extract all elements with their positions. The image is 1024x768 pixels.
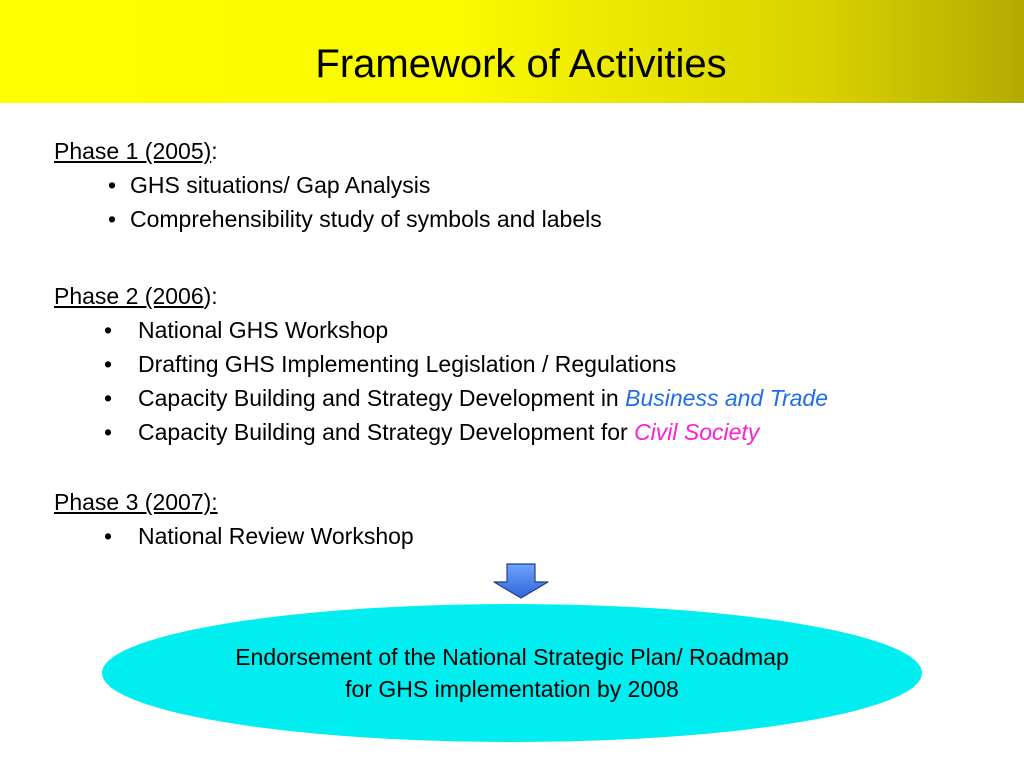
bullet-dot: • [108, 172, 117, 198]
bullet-text: GHS situations/ Gap Analysis [130, 172, 431, 198]
bullet-text: National GHS Workshop [138, 317, 389, 343]
bullet-dot: • [104, 385, 113, 411]
bullet-text: Capacity Building and Strategy Development for [138, 419, 635, 445]
highlight-civil-society: Civil Society [634, 419, 760, 445]
bullet-text: National Review Workshop [138, 523, 414, 549]
bullet-text-with-highlight [138, 418, 759, 446]
bullet-dot: • [104, 351, 113, 377]
phase-3-heading [54, 488, 218, 516]
highlight-business-and-trade: Business and Trade [625, 385, 828, 411]
phase-2-label: Phase 2 (2006 [54, 283, 204, 309]
bullet-dot: • [104, 523, 113, 549]
bullet-dot: • [104, 317, 113, 343]
phase-1-suffix: : [211, 138, 218, 164]
bullet-text: Drafting GHS Implementing Legislation / Regulations [138, 351, 677, 377]
phase-1-heading [54, 137, 218, 165]
bullet-text: Comprehensibility study of symbols and labels [130, 206, 602, 232]
down-arrow-icon [493, 563, 549, 599]
phase-2-heading [54, 282, 218, 310]
slide-title: Framework of Activities [315, 42, 727, 86]
bullet-text: Capacity Building and Strategy Development in [138, 385, 626, 411]
bullet-dot: • [104, 419, 113, 445]
phase-3-label: Phase 3 (2007): [54, 489, 218, 515]
bullet-text-with-highlight [138, 384, 828, 412]
outcome-text [102, 641, 922, 705]
outcome-line-1: Endorsement of the National Strategic Plan/ Roadmap [235, 644, 789, 670]
outcome-line-2: for GHS implementation by 2008 [345, 676, 679, 702]
phase-1-label: Phase 1 (2005) [54, 138, 212, 164]
bullet-dot: • [108, 206, 117, 232]
phase-2-suffix: ): [203, 283, 218, 309]
